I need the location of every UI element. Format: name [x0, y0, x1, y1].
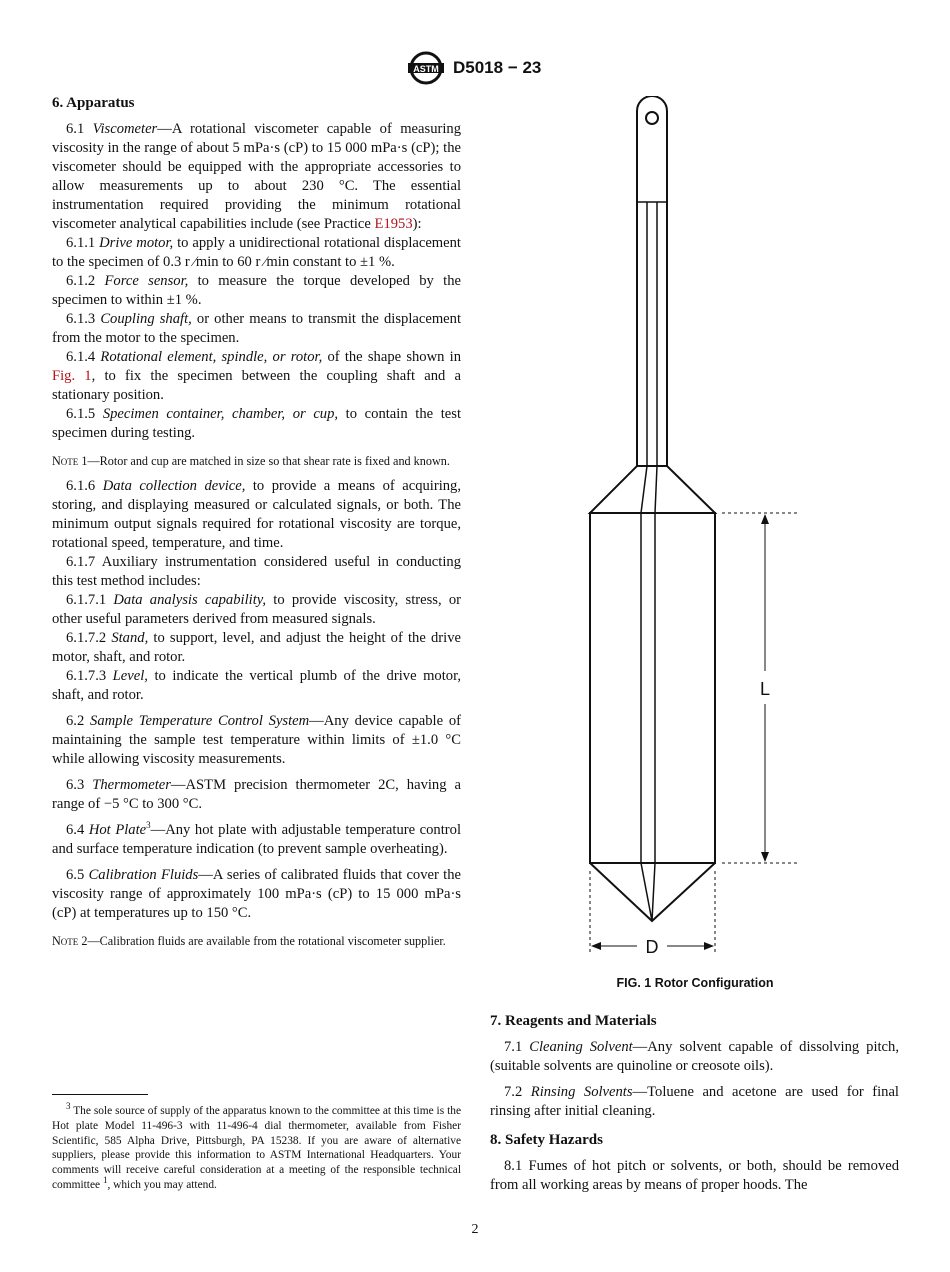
- para-7-2: 7.2 Rinsing Solvents—Toluene and acetone are used for final rinsing after initial cleaning.: [490, 1084, 899, 1119]
- dimension-label-D: D: [645, 937, 659, 957]
- svg-text:ASTM: ASTM: [413, 64, 439, 74]
- dimension-label-L: L: [759, 679, 771, 699]
- document-id: D5018 − 23: [453, 58, 542, 77]
- para-6-1-5: 6.1.5 Specimen container, chamber, or cup, to contain the test specimen during testing.: [52, 406, 461, 441]
- link-e1953[interactable]: E1953: [374, 216, 413, 232]
- page-number: 2: [471, 1222, 479, 1237]
- figure-caption: FIG. 1 Rotor Configuration: [616, 976, 774, 990]
- para-6-5: 6.5 Calibration Fluids—A series of calibrated fluids that cover the viscosity range of approximately 100 mPa·s (cP) to 15 000 mPa·s (cP) at temperatures up to 150 °C.: [52, 867, 461, 921]
- astm-logo-icon: [406, 50, 446, 86]
- para-8-1: 8.1 Fumes of hot pitch or solvents, or both, should be removed from all working areas by means of proper hoods. The: [490, 1158, 899, 1193]
- arrow-D-left: [591, 942, 601, 950]
- rotor-configuration-figure: [560, 96, 820, 976]
- footnote-3: $^3$ The sole source of supply of the apparatus known to the committee at this time is the Hot plate Model 11-496-3 with 11-496-4 dial thermometer, available from Fisher Scientific, 585 Alpha Drive, Pittsburgh, PA 15238. If you are aware of alternative suppliers, please provide this information to ASTM International Headquarters. Your comments will receive careful consideration at a meeting of the responsible technical committee $^1$, which you may attend.: [52, 1101, 461, 1191]
- section-8-heading: 8. Safety Hazards: [490, 1132, 603, 1148]
- right-column: [490, 1011, 899, 1195]
- arrow-L-down: [761, 852, 769, 862]
- para-6-1: 6.1 Viscometer—A rotational viscometer capable of measuring viscosity in the range of about 5 mPa·s (cP) to 15 000 mPa·s (cP); the viscometer should be equipped with the appropriate accessories to allow measurements up to about 230 °C. The essential instrumentation required providing the minimum rotational viscometer analytical capabilities include (see Practice E1953):: [52, 121, 461, 232]
- page-header: [0, 50, 950, 86]
- para-6-1-7: 6.1.7 Auxiliary instrumentation considered useful in conducting this test method includes:: [52, 554, 461, 589]
- section-6-heading: 6. Apparatus: [52, 95, 135, 111]
- arrow-L-up: [761, 514, 769, 524]
- footnote-divider: [52, 1094, 148, 1095]
- rotor-body: [590, 513, 715, 863]
- para-6-1-1: 6.1.1 Drive motor, to apply a unidirectional rotational displacement to the specimen of 0.3 r ⁄min to 60 r ⁄min constant to ±1 %.: [52, 235, 461, 270]
- section-7-heading: 7. Reagents and Materials: [490, 1013, 657, 1029]
- para-6-1-3: 6.1.3 Coupling shaft, or other means to transmit the displacement from the motor to the specimen.: [52, 311, 462, 346]
- para-6-2: 6.2 Sample Temperature Control System—Any device capable of maintaining the sample test temperature within limits of ±1.0 °C while allowing viscosity measurements.: [52, 713, 461, 767]
- para-6-1-2: 6.1.2 Force sensor, to measure the torque developed by the specimen to within ±1 %.: [52, 273, 461, 308]
- para-6-4: 6.4 Hot Plate$^3$—Any hot plate with adjustable temperature control and surface temperature indication (to prevent sample overheating).: [52, 820, 461, 857]
- para-6-3: 6.3 Thermometer—ASTM precision thermometer 2C, having a range of −5 °C to 300 °C.: [52, 777, 461, 812]
- note-2: Note 2—Calibration fluids are available from the rotational viscometer supplier.: [52, 934, 446, 948]
- para-6-1-4: 6.1.4 Rotational element, spindle, or rotor, of the shape shown in Fig. 1, to fix the specimen between the coupling shaft and a stationary position.: [52, 349, 462, 403]
- link-fig-1[interactable]: Fig. 1: [52, 368, 92, 384]
- arrow-D-right: [704, 942, 714, 950]
- para-6-1-7-1: 6.1.7.1 Data analysis capability, to provide viscosity, stress, or other useful parameters derived from measured signals.: [52, 592, 461, 627]
- rotor-upper-cone: [590, 466, 715, 513]
- left-column: [52, 93, 461, 957]
- note-1: Note 1—Rotor and cup are matched in size so that shear rate is fixed and known.: [52, 454, 450, 468]
- para-6-1-7-3: 6.1.7.3 Level, to indicate the vertical plumb of the drive motor, shaft, and rotor.: [52, 668, 461, 703]
- para-6-1-7-2: 6.1.7.2 Stand, to support, level, and adjust the height of the drive motor, shaft, and rotor.: [52, 630, 462, 665]
- para-7-1: 7.1 Cleaning Solvent—Any solvent capable of dissolving pitch, (suitable solvents are quinoline or creosote oils).: [490, 1039, 899, 1074]
- rotor-shaft-hole: [646, 112, 658, 124]
- para-6-1-6: 6.1.6 Data collection device, to provide a means of acquiring, storing, and displaying measured or calculated signals, or both. The minimum output signals required for rotational viscosity are torque, rotational speed, temperature, and time.: [52, 478, 462, 551]
